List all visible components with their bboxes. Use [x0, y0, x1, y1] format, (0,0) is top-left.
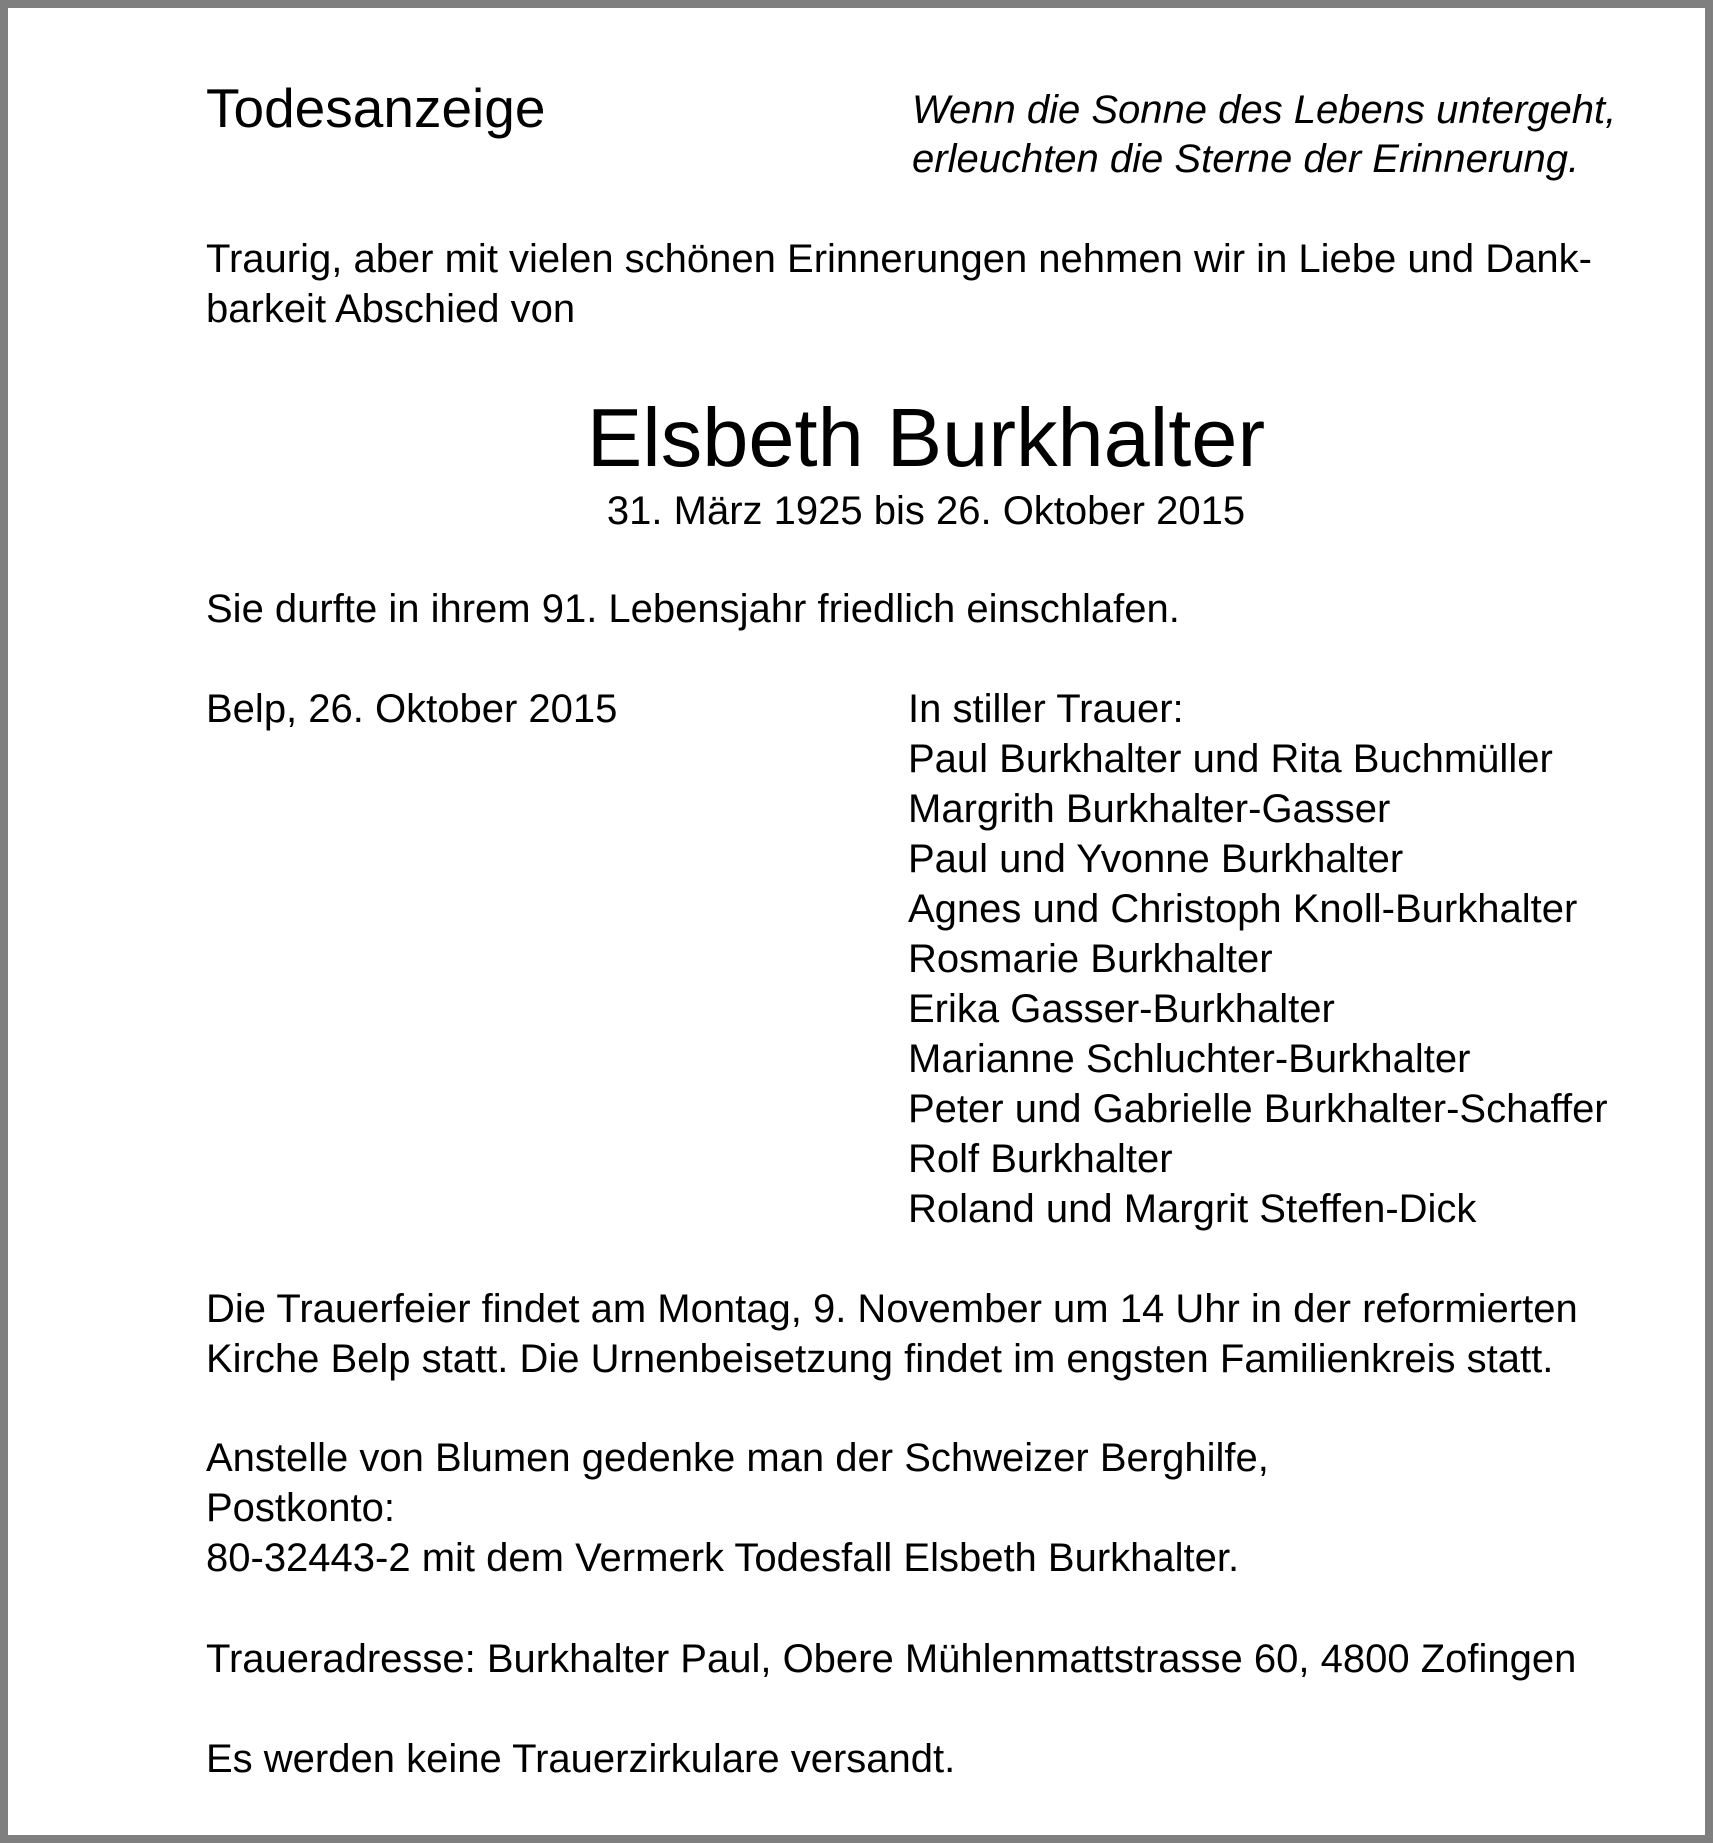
intro-text — [206, 234, 1592, 334]
intro-line: barkeit Abschied von — [206, 287, 576, 331]
mourner: Marianne Schluchter-Burkhalter — [908, 1037, 1471, 1081]
mourner: Roland und Margrit Steffen-Dick — [908, 1187, 1477, 1231]
donation-line: 80-32443-2 mit dem Vermerk Todesfall Elsbeth Burkhalter. — [206, 1536, 1240, 1580]
statement: Sie durfte in ihrem 91. Lebensjahr friedlich einschlafen. — [206, 587, 1180, 631]
service-line: Kirche Belp statt. Die Urnenbeisetzung findet im engsten Familienkreis statt. — [206, 1337, 1554, 1381]
mourners-list — [908, 684, 1608, 1234]
mourner: Paul Burkhalter und Rita Buchmüller — [908, 737, 1553, 781]
mourners-heading: In stiller Trauer: — [908, 687, 1184, 731]
quote-line: erleuchten die Sterne der Erinnerung. — [912, 137, 1580, 181]
quote-line: Wenn die Sonne des Lebens untergeht, — [912, 88, 1617, 132]
mourner: Erika Gasser-Burkhalter — [908, 987, 1335, 1031]
mourner: Peter und Gabrielle Burkhalter-Schaffer — [908, 1087, 1608, 1131]
intro-line: Traurig, aber mit vielen schönen Erinnerungen nehmen wir in Liebe und Dank- — [206, 237, 1592, 281]
place-date: Belp, 26. Oktober 2015 — [206, 687, 618, 731]
mourner: Rosmarie Burkhalter — [908, 937, 1273, 981]
mourner: Rolf Burkhalter — [908, 1137, 1173, 1181]
donation-line: Postkonto: — [206, 1486, 396, 1530]
service-info — [206, 1284, 1578, 1384]
mourner: Margrith Burkhalter-Gasser — [908, 787, 1391, 831]
donation-line: Anstelle von Blumen gedenke man der Schweizer Berghilfe, — [206, 1436, 1269, 1480]
notice-title: Todesanzeige — [206, 77, 546, 139]
mourning-address: Traueradresse: Burkhalter Paul, Obere Mühlenmattstrasse 60, 4800 Zofingen — [206, 1637, 1577, 1681]
service-line: Die Trauerfeier findet am Montag, 9. November um 14 Uhr in der reformierten — [206, 1287, 1578, 1331]
mourner: Agnes und Christoph Knoll-Burkhalter — [908, 887, 1578, 931]
deceased-name: Elsbeth Burkhalter — [586, 391, 1266, 484]
closing-note: Es werden keine Trauerzirkulare versandt. — [206, 1737, 956, 1781]
epigraph-quote — [912, 86, 1616, 184]
mourner: Paul und Yvonne Burkhalter — [908, 837, 1404, 881]
donation-info — [206, 1433, 1269, 1583]
life-dates: 31. März 1925 bis 26. Oktober 2015 — [606, 489, 1246, 533]
